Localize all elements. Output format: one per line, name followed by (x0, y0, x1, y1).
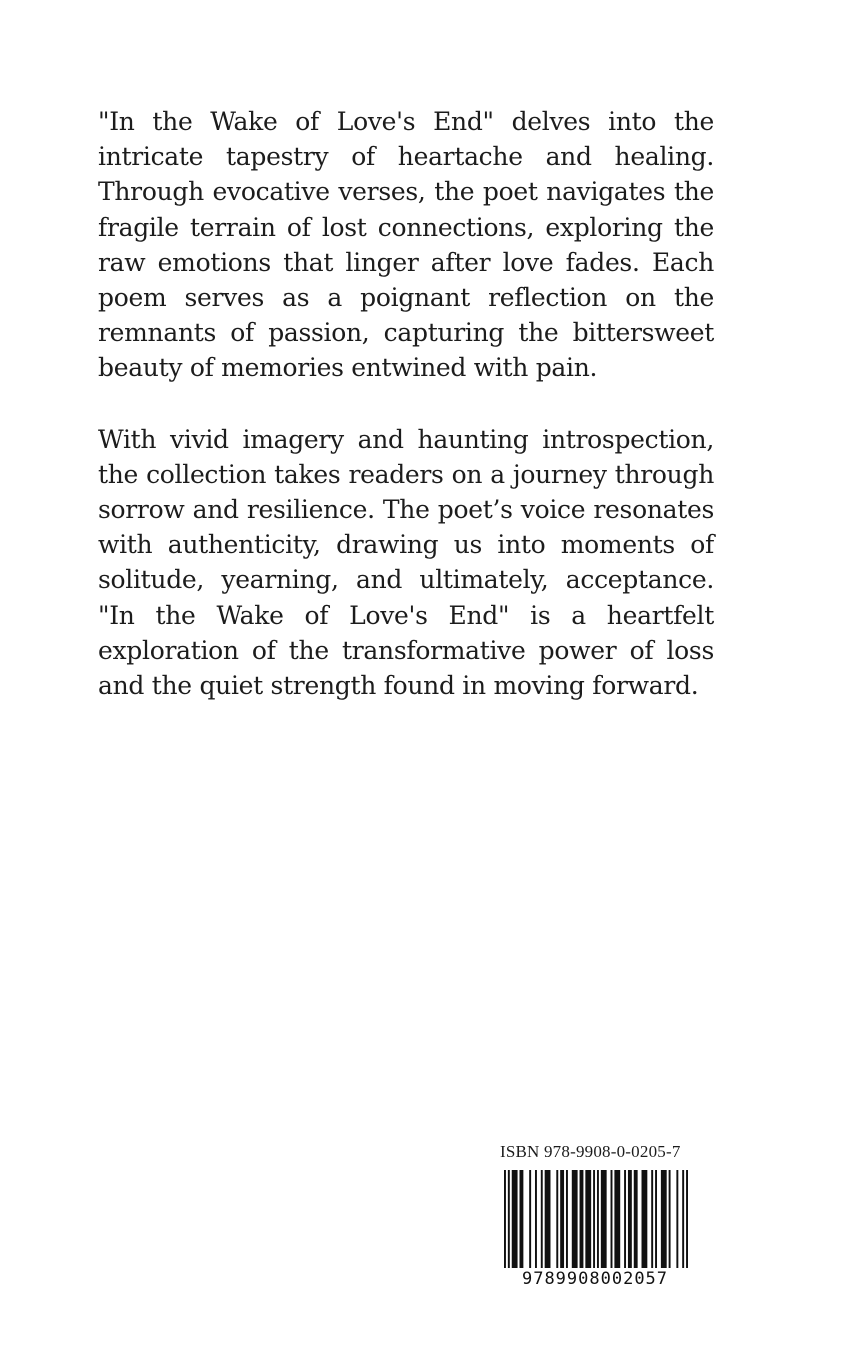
barcode-bar-0 (504, 1170, 506, 1268)
barcode-bar-13 (585, 1170, 591, 1268)
barcode-bar-19 (624, 1170, 626, 1268)
barcode-number: 9789908002057 (521, 1269, 669, 1289)
barcode-bar-2 (512, 1170, 518, 1268)
barcode-bar-23 (651, 1170, 653, 1268)
barcode-bar-18 (614, 1170, 620, 1268)
barcode-bar-26 (669, 1170, 671, 1268)
barcode-bar-3 (519, 1170, 523, 1268)
barcode-bar-28 (682, 1170, 684, 1268)
description-paragraph-2: With vivid imagery and haunting introspection, the collection takes readers on a journey through sorrow and resilience. The poet’s voice resonates with authenticity, drawing us into moments of solitude, yearning, and ultimately, acceptance. "In the Wake of Love's End" is a heartfelt exploration of the transformative power of loss and the quiet strength found in moving forward. (98, 424, 714, 701)
barcode-bar-22 (642, 1170, 648, 1268)
barcode-bar-7 (545, 1170, 551, 1268)
isbn-barcode-block (500, 1142, 690, 1292)
barcode-bar-11 (572, 1170, 578, 1268)
barcode-bar-20 (628, 1170, 632, 1268)
barcode-bar-12 (580, 1170, 584, 1268)
barcode (504, 1170, 688, 1268)
barcode-bar-8 (556, 1170, 558, 1268)
book-description (98, 104, 714, 703)
barcode-bar-17 (611, 1170, 613, 1268)
barcode-bar-16 (601, 1170, 607, 1268)
barcode-bar-29 (686, 1170, 688, 1268)
barcode-bar-6 (541, 1170, 543, 1268)
barcode-bar-25 (661, 1170, 667, 1268)
barcode-bar-21 (634, 1170, 638, 1268)
isbn-label: ISBN 978-9908-0-0205-7 (500, 1142, 681, 1161)
barcode-bar-5 (535, 1170, 537, 1268)
barcode-bar-10 (566, 1170, 568, 1268)
barcode-bar-1 (508, 1170, 510, 1268)
barcode-bar-24 (655, 1170, 657, 1268)
description-paragraph-1: "In the Wake of Love's End" delves into the intricate tapestry of heartache and healing. Through evocative verses, the poet navigates the fragile terrain of lost connections, exploring the raw emotions that linger after love fades. Each poem serves as a poignant reflection on the remnants of passion, capturing the bittersweet beauty of memories entwined with pain. (98, 107, 714, 383)
barcode-bar-27 (676, 1170, 678, 1268)
barcode-bar-14 (593, 1170, 595, 1268)
barcode-bar-9 (560, 1170, 564, 1268)
barcode-bar-4 (529, 1170, 531, 1268)
barcode-bar-15 (597, 1170, 599, 1268)
